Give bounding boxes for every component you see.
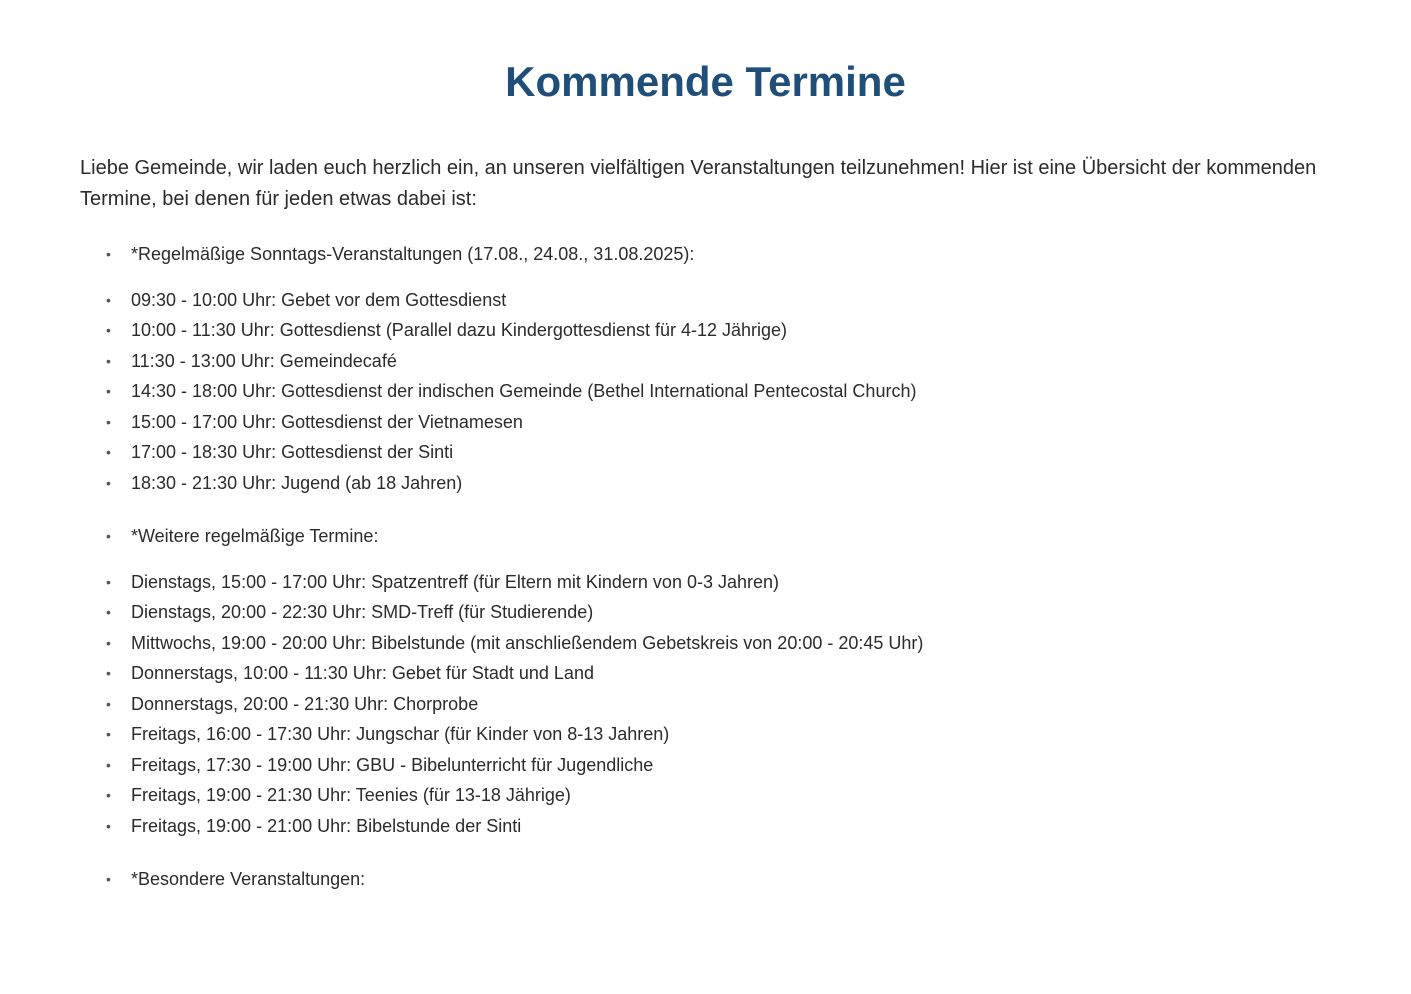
section-heading-text: *Weitere regelmäßige Termine: xyxy=(131,526,379,546)
bullet-icon: • xyxy=(106,246,111,262)
list-item-text: Dienstags, 20:00 - 22:30 Uhr: SMD-Treff (für Studierende) xyxy=(131,602,594,622)
list-item-text: 14:30 - 18:00 Uhr: Gottesdienst der indischen Gemeinde (Bethel International Pentecostal Church) xyxy=(131,381,917,401)
section-heading xyxy=(80,239,1331,270)
bullet-icon: • xyxy=(106,787,111,803)
list-item xyxy=(80,315,1331,346)
list-item xyxy=(80,376,1331,407)
list-item xyxy=(80,628,1331,659)
bullet-icon: • xyxy=(106,665,111,681)
bullet-icon: • xyxy=(106,444,111,460)
list-item xyxy=(80,407,1331,438)
list-item xyxy=(80,346,1331,377)
list-item xyxy=(80,719,1331,750)
bullet-icon: • xyxy=(106,756,111,773)
list-item-text: Freitags, 19:00 - 21:30 Uhr: Teenies (für 13-18 Jährige) xyxy=(131,785,571,805)
section-heading-text: *Regelmäßige Sonntags-Veranstaltungen (17.08., 24.08., 31.08.2025): xyxy=(131,244,695,264)
bullet-icon: • xyxy=(106,322,111,338)
bullet-icon: • xyxy=(106,352,111,369)
bullet-icon: • xyxy=(106,474,111,491)
list-item xyxy=(80,689,1331,720)
list-item xyxy=(80,285,1331,316)
list-item-text: 15:00 - 17:00 Uhr: Gottesdienst der Vietnamesen xyxy=(131,411,523,432)
event-sections xyxy=(80,239,1331,895)
list-item-text: Freitags, 17:30 - 19:00 Uhr: GBU - Bibelunterricht für Jugendliche xyxy=(131,754,654,775)
list-item xyxy=(80,780,1331,811)
bullet-icon: • xyxy=(106,871,111,887)
list-item-text: 17:00 - 18:30 Uhr: Gottesdienst der Sinti xyxy=(131,442,454,462)
list-item xyxy=(80,658,1331,689)
section-heading xyxy=(80,521,1331,552)
section-heading-list xyxy=(80,864,1331,895)
list-item-text: 10:00 - 11:30 Uhr: Gottesdienst (Parallel dazu Kindergottesdienst für 4-12 Jährige) xyxy=(131,320,788,340)
bullet-icon: • xyxy=(106,291,111,308)
list-item-text: 09:30 - 10:00 Uhr: Gebet vor dem Gottesdienst xyxy=(131,289,507,310)
bullet-icon: • xyxy=(106,573,111,590)
list-item xyxy=(80,468,1331,499)
event-list xyxy=(80,285,1331,499)
bullet-icon: • xyxy=(106,634,111,651)
bullet-icon: • xyxy=(106,726,111,742)
bullet-icon: • xyxy=(106,528,111,544)
list-item xyxy=(80,567,1331,598)
list-item xyxy=(80,750,1331,781)
bullet-icon: • xyxy=(106,695,111,712)
section-heading-list xyxy=(80,239,1331,270)
bullet-icon: • xyxy=(106,413,111,430)
list-item xyxy=(80,437,1331,468)
list-item xyxy=(80,811,1331,842)
list-item-text: Donnerstags, 10:00 - 11:30 Uhr: Gebet für Stadt und Land xyxy=(131,663,594,683)
list-item xyxy=(80,597,1331,628)
bullet-icon: • xyxy=(106,383,111,399)
list-item-text: Freitags, 19:00 - 21:00 Uhr: Bibelstunde der Sinti xyxy=(131,815,522,836)
section-heading-text: *Besondere Veranstaltungen: xyxy=(131,869,366,889)
event-list xyxy=(80,567,1331,842)
list-item-text: 18:30 - 21:30 Uhr: Jugend (ab 18 Jahren) xyxy=(131,472,463,493)
page-title: Kommende Termine xyxy=(505,58,906,105)
intro-paragraph: Liebe Gemeinde, wir laden euch herzlich ein, an unseren vielfältigen Veranstaltungen teilzunehmen! Hier ist eine Übersicht der kommenden Termine, bei denen für jeden etwas dabei ist: xyxy=(80,157,1317,210)
bullet-icon: • xyxy=(106,817,111,834)
section-heading-list xyxy=(80,521,1331,552)
list-item-text: Mittwochs, 19:00 - 20:00 Uhr: Bibelstunde (mit anschließendem Gebetskreis von 20:00 - 20:45 Uhr) xyxy=(131,632,924,653)
list-item-text: Dienstags, 15:00 - 17:00 Uhr: Spatzentreff (für Eltern mit Kindern von 0-3 Jahren) xyxy=(131,571,779,592)
section-heading xyxy=(80,864,1331,895)
list-item-text: 11:30 - 13:00 Uhr: Gemeindecafé xyxy=(131,350,397,371)
bullet-icon: • xyxy=(106,604,111,620)
list-item-text: Donnerstags, 20:00 - 21:30 Uhr: Chorprobe xyxy=(131,693,479,714)
list-item-text: Freitags, 16:00 - 17:30 Uhr: Jungschar (für Kinder von 8-13 Jahren) xyxy=(131,724,670,744)
